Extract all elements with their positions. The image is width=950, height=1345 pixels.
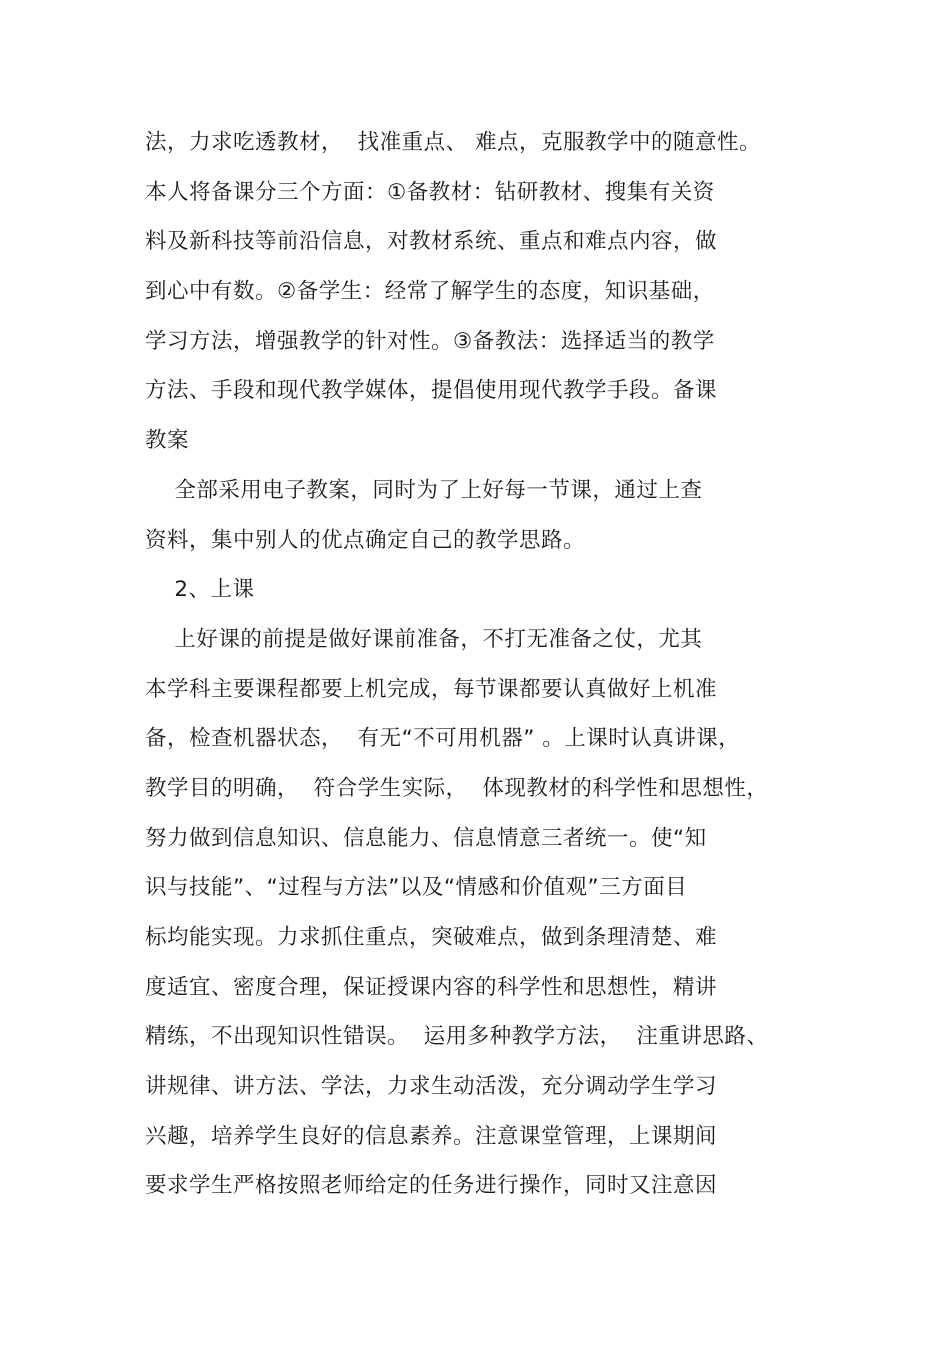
text-line: 度适宜、密度合理，保证授课内容的科学性和思想性，精讲 bbox=[145, 974, 718, 1000]
section-heading: 2、上课 bbox=[145, 577, 255, 603]
text-line: 教案 bbox=[145, 428, 190, 454]
body-text bbox=[145, 118, 845, 1211]
text-line: 料及新科技等前沿信息，对教材系统、重点和难点内容，做 bbox=[145, 229, 718, 255]
text-line: 努力做到信息知识、信息能力、信息情意三者统一。使“知 bbox=[145, 825, 707, 851]
text-line: 本人将备课分三个方面：①备教材：钻研教材、搜集有关资 bbox=[145, 179, 715, 205]
text-line: 方法、手段和现代教学媒体，提倡使用现代教学手段。备课 bbox=[145, 378, 718, 404]
text-line: 教学目的明确， 符合学生实际， 体现教材的科学性和思想性， bbox=[145, 775, 769, 801]
text-line: 备，检查机器状态， 有无“不可用机器” 。上课时认真讲课， bbox=[145, 726, 741, 752]
text-line: 本学科主要课程都要上机完成，每节课都要认真做好上机准 bbox=[145, 676, 718, 702]
text-line: 讲规律、讲方法、学法，力求生动活泼，充分调动学生学习 bbox=[145, 1074, 718, 1100]
text-line: 精练，不出现知识性错误。 运用多种教学方法， 注重讲思路、 bbox=[145, 1024, 769, 1050]
text-line: 识与技能”、“过程与方法”以及“情感和价值观”三方面目 bbox=[145, 875, 688, 901]
text-line: 资料，集中别人的优点确定自己的教学思路。 bbox=[145, 527, 586, 553]
text-line: 兴趣，培养学生良好的信息素养。注意课堂管理，上课期间 bbox=[145, 1123, 718, 1149]
text-line: 到心中有数。②备学生：经常了解学生的态度，知识基础， bbox=[145, 279, 715, 305]
text-line: 法，力求吃透教材， 找准重点、 难点，克服教学中的随意性。 bbox=[145, 130, 762, 155]
text-line: 学习方法，增强教学的针对性。③备教法：选择适当的教学 bbox=[145, 328, 715, 354]
paragraph-start-line: 全部采用电子教案，同时为了上好每一节课，通过上查 bbox=[145, 477, 703, 503]
paragraph-start-line: 上好课的前提是做好课前准备，不打无准备之仗，尤其 bbox=[145, 626, 703, 652]
text-line: 要求学生严格按照老师给定的任务进行操作，同时又注意因 bbox=[145, 1173, 718, 1199]
text-line: 标均能实现。力求抓住重点，突破难点，做到条理清楚、难 bbox=[145, 925, 718, 950]
